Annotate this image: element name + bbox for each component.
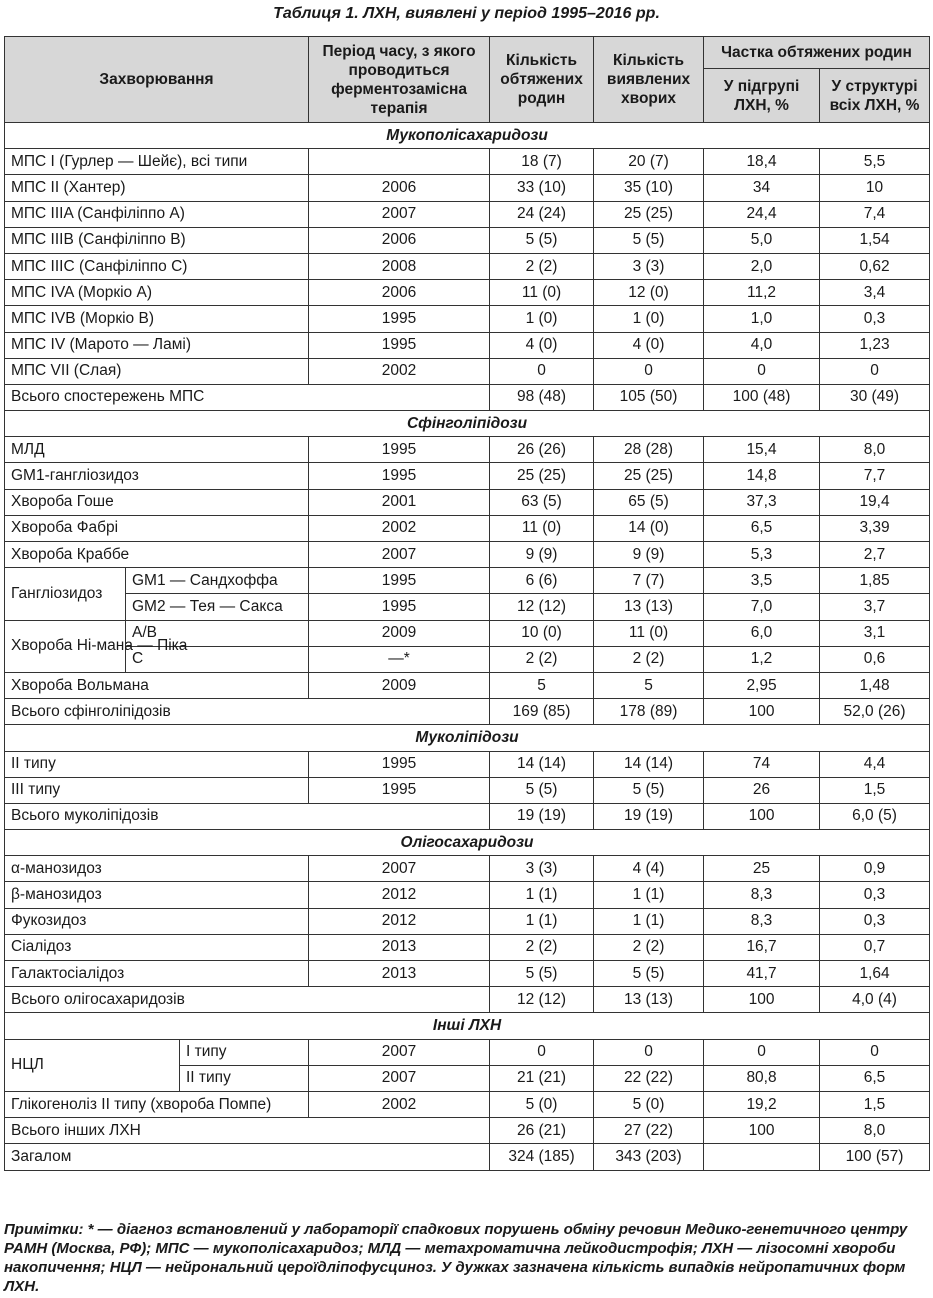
period-cell: —*	[309, 646, 490, 672]
disease-cell: МПС IVB (Моркіо В)	[5, 306, 309, 332]
table-row	[5, 489, 930, 515]
share-structure-cell: 0,6	[820, 646, 930, 672]
table-row	[5, 777, 930, 803]
period-cell: 1995	[309, 306, 490, 332]
table-row	[5, 568, 930, 594]
share-subgroup-cell: 100 (48)	[704, 384, 820, 410]
share-subgroup-cell: 1,0	[704, 306, 820, 332]
patients-cell: 5 (5)	[594, 777, 704, 803]
period-cell: 1995	[309, 437, 490, 463]
families-cell: 2 (2)	[490, 253, 594, 279]
period-cell: 2007	[309, 201, 490, 227]
share-subgroup-cell: 7,0	[704, 594, 820, 620]
table-row	[5, 227, 930, 253]
patients-cell: 22 (22)	[594, 1065, 704, 1091]
header-share: Частка обтяжених родин	[704, 37, 930, 69]
patients-cell: 1 (0)	[594, 306, 704, 332]
patients-cell: 3 (3)	[594, 253, 704, 279]
disease-cell: III типу	[5, 777, 309, 803]
patients-cell: 9 (9)	[594, 542, 704, 568]
share-structure-cell: 3,7	[820, 594, 930, 620]
share-structure-cell: 0,9	[820, 856, 930, 882]
share-subgroup-cell: 6,5	[704, 515, 820, 541]
period-cell: 1995	[309, 568, 490, 594]
patients-cell: 343 (203)	[594, 1144, 704, 1170]
patients-cell: 1 (1)	[594, 882, 704, 908]
families-cell: 6 (6)	[490, 568, 594, 594]
table-body	[5, 123, 930, 1171]
share-subgroup-cell: 80,8	[704, 1065, 820, 1091]
period-cell: 1995	[309, 751, 490, 777]
patients-cell: 20 (7)	[594, 149, 704, 175]
patients-cell: 5 (5)	[594, 961, 704, 987]
period-cell: 1995	[309, 463, 490, 489]
share-subgroup-cell: 74	[704, 751, 820, 777]
total-label: Всього спостережень МПС	[5, 384, 490, 410]
table-row	[5, 961, 930, 987]
subtype-cell: I типу	[180, 1039, 309, 1065]
share-structure-cell: 100 (57)	[820, 1144, 930, 1170]
patients-cell: 1 (1)	[594, 908, 704, 934]
patients-cell: 11 (0)	[594, 620, 704, 646]
share-structure-cell: 8,0	[820, 1118, 930, 1144]
patients-cell: 4 (4)	[594, 856, 704, 882]
table-row	[5, 332, 930, 358]
section-row	[5, 830, 930, 856]
total-label: Загалом	[5, 1144, 490, 1170]
total-row	[5, 803, 930, 829]
disease-cell: Галактосіалідоз	[5, 961, 309, 987]
families-cell: 0	[490, 1039, 594, 1065]
table-row	[5, 672, 930, 698]
share-subgroup-cell: 4,0	[704, 332, 820, 358]
period-cell: 2001	[309, 489, 490, 515]
families-cell: 0	[490, 358, 594, 384]
share-subgroup-cell: 6,0	[704, 620, 820, 646]
table-row	[5, 856, 930, 882]
table-row	[5, 908, 930, 934]
header-share-subgroup: У підгрупі ЛХН, %	[704, 69, 820, 123]
disease-cell: МЛД	[5, 437, 309, 463]
families-cell: 5 (5)	[490, 961, 594, 987]
patients-cell: 4 (0)	[594, 332, 704, 358]
families-cell: 12 (12)	[490, 987, 594, 1013]
share-subgroup-cell: 100	[704, 987, 820, 1013]
patients-cell: 13 (13)	[594, 987, 704, 1013]
share-structure-cell: 3,1	[820, 620, 930, 646]
share-subgroup-cell: 0	[704, 358, 820, 384]
families-cell: 10 (0)	[490, 620, 594, 646]
families-cell: 98 (48)	[490, 384, 594, 410]
section-title: Інші ЛХН	[5, 1013, 930, 1039]
disease-cell: МПС VII (Слая)	[5, 358, 309, 384]
families-cell: 24 (24)	[490, 201, 594, 227]
families-cell: 25 (25)	[490, 463, 594, 489]
patients-cell: 14 (0)	[594, 515, 704, 541]
subtype-cell: II типу	[180, 1065, 309, 1091]
group-disease-cell: Гангліозидоз	[5, 568, 126, 620]
patients-cell: 35 (10)	[594, 175, 704, 201]
table-row	[5, 1091, 930, 1117]
header-share-structure: У структурі всіх ЛХН, %	[820, 69, 930, 123]
patients-cell: 28 (28)	[594, 437, 704, 463]
families-cell: 19 (19)	[490, 803, 594, 829]
lsd-table	[4, 36, 930, 1171]
share-subgroup-cell: 18,4	[704, 149, 820, 175]
patients-cell: 5 (0)	[594, 1091, 704, 1117]
period-cell: 1995	[309, 594, 490, 620]
period-cell: 2012	[309, 882, 490, 908]
families-cell: 33 (10)	[490, 175, 594, 201]
header-period: Період часу, з якого проводиться ферментозамісна терапія	[309, 37, 490, 123]
table-caption: Таблиця 1. ЛХН, виявлені у період 1995–2016 рр.	[273, 5, 660, 22]
families-cell: 9 (9)	[490, 542, 594, 568]
share-structure-cell: 19,4	[820, 489, 930, 515]
period-cell: 1995	[309, 332, 490, 358]
share-subgroup-cell: 100	[704, 803, 820, 829]
share-subgroup-cell: 37,3	[704, 489, 820, 515]
table-row	[5, 934, 930, 960]
disease-cell: МПС IIIC (Санфіліппо С)	[5, 253, 309, 279]
share-structure-cell: 1,48	[820, 672, 930, 698]
period-cell: 2009	[309, 620, 490, 646]
disease-cell: II типу	[5, 751, 309, 777]
share-subgroup-cell	[704, 1144, 820, 1170]
table-row	[5, 1039, 930, 1065]
families-cell: 21 (21)	[490, 1065, 594, 1091]
patients-cell: 13 (13)	[594, 594, 704, 620]
families-cell: 14 (14)	[490, 751, 594, 777]
patients-cell: 14 (14)	[594, 751, 704, 777]
share-subgroup-cell: 8,3	[704, 908, 820, 934]
share-subgroup-cell: 3,5	[704, 568, 820, 594]
disease-cell: Фукозидоз	[5, 908, 309, 934]
period-cell: 2009	[309, 672, 490, 698]
share-subgroup-cell: 25	[704, 856, 820, 882]
table-row	[5, 437, 930, 463]
section-title: Мукополісахаридози	[5, 123, 930, 149]
disease-cell: МПС I (Гурлер — Шейє), всі типи	[5, 149, 309, 175]
families-cell: 18 (7)	[490, 149, 594, 175]
patients-cell: 0	[594, 1039, 704, 1065]
share-subgroup-cell: 16,7	[704, 934, 820, 960]
share-structure-cell: 3,4	[820, 280, 930, 306]
period-cell: 2006	[309, 175, 490, 201]
table-row	[5, 253, 930, 279]
share-structure-cell: 6,0 (5)	[820, 803, 930, 829]
families-cell: 5 (5)	[490, 227, 594, 253]
share-structure-cell: 1,64	[820, 961, 930, 987]
families-cell: 1 (1)	[490, 882, 594, 908]
share-subgroup-cell: 26	[704, 777, 820, 803]
disease-cell: Глікогеноліз II типу (хвороба Помпе)	[5, 1091, 309, 1117]
period-cell: 2007	[309, 1039, 490, 1065]
families-cell: 169 (85)	[490, 699, 594, 725]
share-structure-cell: 4,4	[820, 751, 930, 777]
total-row	[5, 1144, 930, 1170]
period-cell: 2002	[309, 515, 490, 541]
families-cell: 1 (1)	[490, 908, 594, 934]
period-cell: 2007	[309, 542, 490, 568]
patients-cell: 7 (7)	[594, 568, 704, 594]
table-row	[5, 149, 930, 175]
share-structure-cell: 8,0	[820, 437, 930, 463]
families-cell: 2 (2)	[490, 934, 594, 960]
disease-cell: Сіалідоз	[5, 934, 309, 960]
share-subgroup-cell: 11,2	[704, 280, 820, 306]
table-row	[5, 515, 930, 541]
table-notes: Примітки: * — діагноз встановлений у лабораторії спадкових порушень обміну речовин Медико-генетичного центру РАМН (Москва, РФ); МПС — мукополісахаридоз; МЛД — метахроматична лейкодистрофія; ЛХН — лізосомні хвороби накопичення; НЦЛ — нейрональний цероїдліпофусциноз. У дужках зазначена кількість випадків нейропатичних форм ЛХН.	[4, 1221, 908, 1295]
patients-cell: 19 (19)	[594, 803, 704, 829]
share-subgroup-cell: 100	[704, 1118, 820, 1144]
total-row	[5, 1118, 930, 1144]
families-cell: 5 (5)	[490, 777, 594, 803]
share-subgroup-cell: 5,0	[704, 227, 820, 253]
patients-cell: 2 (2)	[594, 646, 704, 672]
header-families: Кількість обтяжених родин	[490, 37, 594, 123]
share-subgroup-cell: 2,95	[704, 672, 820, 698]
share-structure-cell: 0	[820, 1039, 930, 1065]
table-row	[5, 306, 930, 332]
period-cell: 2002	[309, 1091, 490, 1117]
period-cell: 2007	[309, 856, 490, 882]
share-structure-cell: 7,4	[820, 201, 930, 227]
patients-cell: 12 (0)	[594, 280, 704, 306]
total-label: Всього муколіпідозів	[5, 803, 490, 829]
total-label: Всього олігосахаридозів	[5, 987, 490, 1013]
disease-cell: МПС II (Хантер)	[5, 175, 309, 201]
share-structure-cell: 7,7	[820, 463, 930, 489]
share-subgroup-cell: 5,3	[704, 542, 820, 568]
total-row	[5, 987, 930, 1013]
section-row	[5, 725, 930, 751]
period-cell: 2006	[309, 227, 490, 253]
table-row	[5, 463, 930, 489]
period-cell	[309, 149, 490, 175]
subtype-cell: A/B	[126, 620, 309, 646]
disease-cell: Хвороба Гоше	[5, 489, 309, 515]
share-structure-cell: 10	[820, 175, 930, 201]
subtype-cell: C	[126, 646, 309, 672]
share-subgroup-cell: 100	[704, 699, 820, 725]
group-disease-cell: Хвороба Ні-мана — Піка	[5, 620, 126, 672]
disease-cell: α-манозидоз	[5, 856, 309, 882]
table-row	[5, 620, 930, 646]
period-cell: 2013	[309, 934, 490, 960]
patients-cell: 5	[594, 672, 704, 698]
families-cell: 26 (26)	[490, 437, 594, 463]
patients-cell: 105 (50)	[594, 384, 704, 410]
share-structure-cell: 3,39	[820, 515, 930, 541]
disease-cell: МПС IV (Марото — Ламі)	[5, 332, 309, 358]
total-row	[5, 699, 930, 725]
period-cell: 1995	[309, 777, 490, 803]
period-cell: 2013	[309, 961, 490, 987]
patients-cell: 65 (5)	[594, 489, 704, 515]
share-subgroup-cell: 24,4	[704, 201, 820, 227]
section-row	[5, 123, 930, 149]
period-cell: 2012	[309, 908, 490, 934]
share-subgroup-cell: 0	[704, 1039, 820, 1065]
patients-cell: 5 (5)	[594, 227, 704, 253]
share-structure-cell: 0,62	[820, 253, 930, 279]
patients-cell: 27 (22)	[594, 1118, 704, 1144]
share-structure-cell: 0,3	[820, 882, 930, 908]
share-structure-cell: 6,5	[820, 1065, 930, 1091]
table-row	[5, 201, 930, 227]
families-cell: 11 (0)	[490, 280, 594, 306]
disease-cell: Хвороба Краббе	[5, 542, 309, 568]
share-structure-cell: 1,5	[820, 777, 930, 803]
share-structure-cell: 0,3	[820, 306, 930, 332]
disease-cell: GM1-гангліозидоз	[5, 463, 309, 489]
families-cell: 2 (2)	[490, 646, 594, 672]
table-row	[5, 175, 930, 201]
period-cell: 2002	[309, 358, 490, 384]
share-subgroup-cell: 2,0	[704, 253, 820, 279]
table-row	[5, 542, 930, 568]
disease-cell: Хвороба Фабрі	[5, 515, 309, 541]
table-row	[5, 882, 930, 908]
patients-cell: 25 (25)	[594, 463, 704, 489]
share-subgroup-cell: 1,2	[704, 646, 820, 672]
table-row	[5, 358, 930, 384]
share-structure-cell: 2,7	[820, 542, 930, 568]
subtype-cell: GM2 — Тея — Сакса	[126, 594, 309, 620]
table-row	[5, 594, 930, 620]
group-disease-cell: НЦЛ	[5, 1039, 180, 1091]
share-structure-cell: 1,23	[820, 332, 930, 358]
patients-cell: 0	[594, 358, 704, 384]
disease-cell: Хвороба Вольмана	[5, 672, 309, 698]
share-structure-cell: 1,54	[820, 227, 930, 253]
families-cell: 3 (3)	[490, 856, 594, 882]
families-cell: 63 (5)	[490, 489, 594, 515]
share-structure-cell: 1,85	[820, 568, 930, 594]
families-cell: 324 (185)	[490, 1144, 594, 1170]
share-structure-cell: 52,0 (26)	[820, 699, 930, 725]
families-cell: 5	[490, 672, 594, 698]
share-subgroup-cell: 19,2	[704, 1091, 820, 1117]
families-cell: 5 (0)	[490, 1091, 594, 1117]
families-cell: 11 (0)	[490, 515, 594, 541]
subtype-cell: GM1 — Сандхоффа	[126, 568, 309, 594]
families-cell: 1 (0)	[490, 306, 594, 332]
share-subgroup-cell: 15,4	[704, 437, 820, 463]
disease-cell: β-манозидоз	[5, 882, 309, 908]
share-structure-cell: 30 (49)	[820, 384, 930, 410]
section-row	[5, 411, 930, 437]
table-row	[5, 280, 930, 306]
families-cell: 12 (12)	[490, 594, 594, 620]
share-structure-cell: 0,3	[820, 908, 930, 934]
header-patients: Кількість виявлених хворих	[594, 37, 704, 123]
families-cell: 26 (21)	[490, 1118, 594, 1144]
share-structure-cell: 5,5	[820, 149, 930, 175]
share-subgroup-cell: 41,7	[704, 961, 820, 987]
families-cell: 4 (0)	[490, 332, 594, 358]
share-structure-cell: 0	[820, 358, 930, 384]
patients-cell: 25 (25)	[594, 201, 704, 227]
header-disease: Захворювання	[5, 37, 309, 123]
share-subgroup-cell: 8,3	[704, 882, 820, 908]
disease-cell: МПС IIIB (Санфіліппо В)	[5, 227, 309, 253]
share-subgroup-cell: 14,8	[704, 463, 820, 489]
share-structure-cell: 1,5	[820, 1091, 930, 1117]
share-structure-cell: 4,0 (4)	[820, 987, 930, 1013]
patients-cell: 178 (89)	[594, 699, 704, 725]
section-row	[5, 1013, 930, 1039]
disease-cell: МПС IIIA (Санфіліппо А)	[5, 201, 309, 227]
period-cell: 2008	[309, 253, 490, 279]
total-label: Всього інших ЛХН	[5, 1118, 490, 1144]
patients-cell: 2 (2)	[594, 934, 704, 960]
table-row	[5, 751, 930, 777]
total-label: Всього сфінголіпідозів	[5, 699, 490, 725]
total-row	[5, 384, 930, 410]
disease-cell: МПС IVA (Моркіо А)	[5, 280, 309, 306]
section-title: Олігосахаридози	[5, 830, 930, 856]
period-cell: 2006	[309, 280, 490, 306]
period-cell: 2007	[309, 1065, 490, 1091]
share-subgroup-cell: 34	[704, 175, 820, 201]
share-structure-cell: 0,7	[820, 934, 930, 960]
section-title: Сфінголіпідози	[5, 411, 930, 437]
section-title: Муколіпідози	[5, 725, 930, 751]
